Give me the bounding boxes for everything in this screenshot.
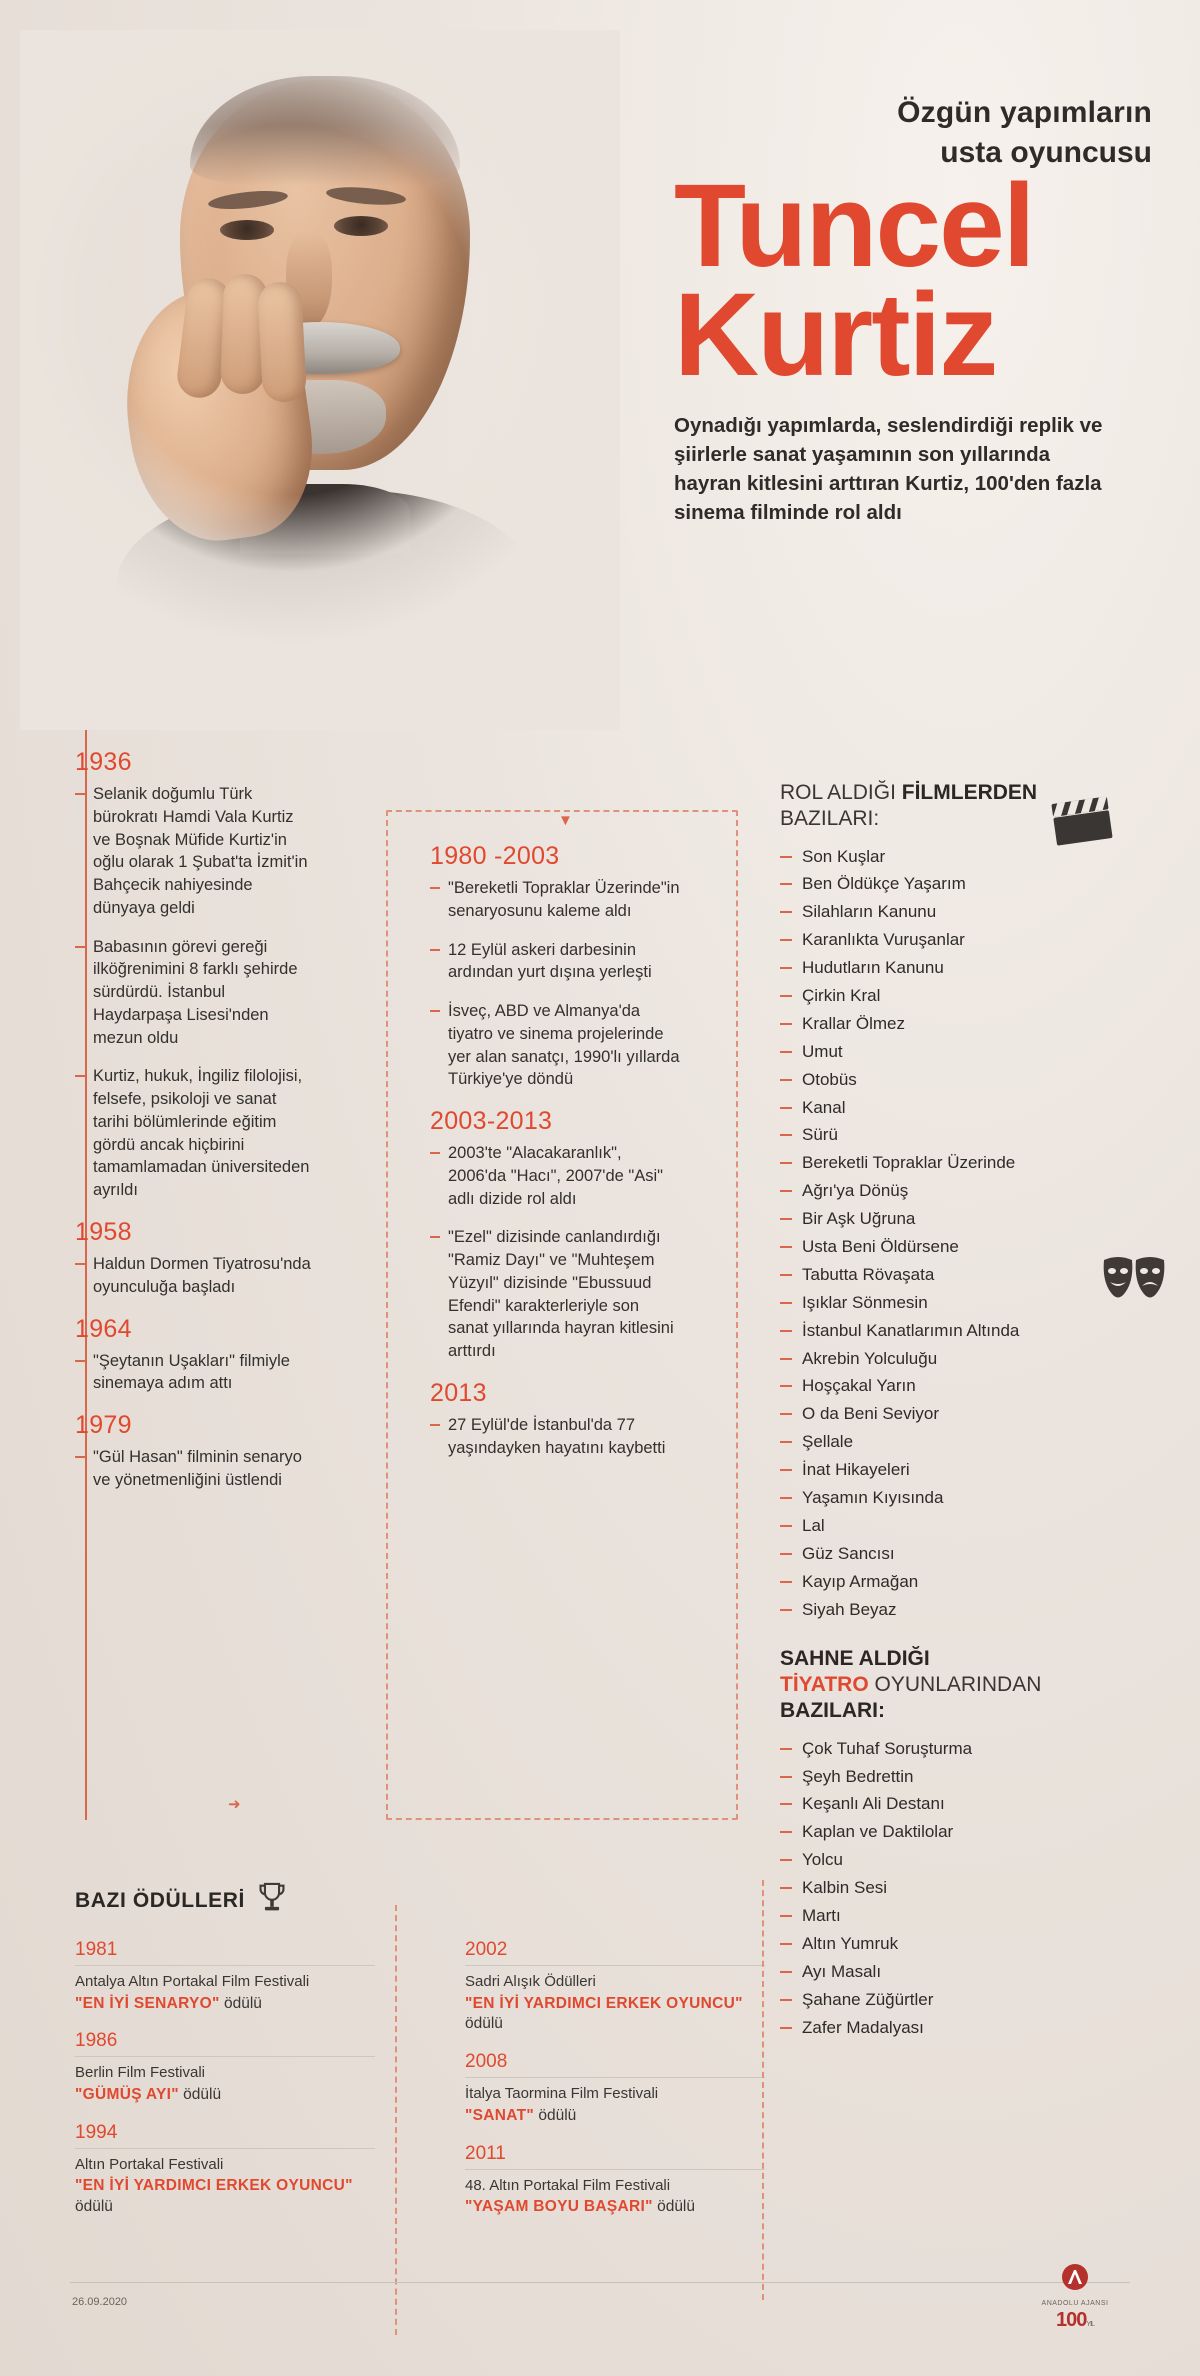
timeline-year: 2013 xyxy=(430,1379,487,1408)
timeline-paragraph: 27 Eylül'de İstanbul'da 77 yaşındayken hayatını kaybetti xyxy=(430,1414,680,1460)
timeline-paragraph: "Ezel" dizisinde canlandırdığı "Ramiz Dayı" ve "Muhteşem Yüzyıl" dizisinde "Ebussuud Efendi" karakterleriyle son sanat yıllarında hayran kitlesini arttırdı xyxy=(430,1226,680,1363)
films-list xyxy=(780,847,1140,1620)
list-item: Martı xyxy=(780,1906,1140,1926)
award-year: 1986 xyxy=(75,2030,118,2052)
agency-name: ANADOLU AJANSI xyxy=(1041,2300,1109,2307)
list-item: Umut xyxy=(780,1042,1140,1062)
timeline-year: 2003-2013 xyxy=(430,1107,553,1136)
timeline-paragraph: "Bereketli Topraklar Üzerinde"in senaryosunu kaleme aldı xyxy=(430,877,680,923)
awards-heading-label: BAZI ÖDÜLLERİ xyxy=(75,1888,245,1912)
award-prize xyxy=(465,2106,765,2127)
list-item: Işıklar Sönmesin xyxy=(780,1293,1140,1313)
theatre-masks-icon xyxy=(1098,1252,1170,1308)
list-item: Karanlıkta Vuruşanlar xyxy=(780,930,1140,950)
list-item: Şeyh Bedrettin xyxy=(780,1767,1140,1787)
awards-columns xyxy=(75,1939,775,2234)
list-item: Kayıp Armağan xyxy=(780,1572,1140,1592)
divider xyxy=(75,2056,375,2057)
list-item: Bir Aşk Uğruna xyxy=(780,1209,1140,1229)
timeline-paragraph: Haldun Dormen Tiyatrosu'nda oyunculuğa başladı xyxy=(75,1253,315,1299)
section-divider-dashed xyxy=(762,1880,764,2300)
list-item: Krallar Ölmez xyxy=(780,1014,1140,1034)
list-item: Lal xyxy=(780,1516,1140,1536)
award-prize-suffix: ödülü xyxy=(178,2085,222,2103)
timeline-entry xyxy=(430,842,680,1091)
list-item: Kaplan ve Daktilolar xyxy=(780,1822,1140,1842)
plays-title-line1: SAHNE ALDIĞI xyxy=(780,1646,930,1670)
list-item: Hoşçakal Yarın xyxy=(780,1376,1140,1396)
kicker-line-2: usta oyuncusu xyxy=(940,136,1152,169)
award-year: 1981 xyxy=(75,1939,118,1960)
centenary-number: 100 xyxy=(1056,2309,1087,2331)
timeline-paragraph: İsveç, ABD ve Almanya'da tiyatro ve sinema projelerinde yer alan sanatçı, 1990'lı yıllarda Türkiye'ye döndü xyxy=(430,1000,680,1091)
award-year: 2011 xyxy=(465,2142,506,2164)
award-prize-name: "EN İYİ YARDIMCI ERKEK OYUNCU" xyxy=(75,2177,353,2195)
lede-paragraph: Oynadığı yapımlarda, seslendirdiği replik ve şiirlerle sanat yaşamının son yıllarında hayran kitlesini arttıran Kurtiz, 100'den fazla sinema filminde rol aldı xyxy=(674,414,1103,525)
list-item: Hudutların Kanunu xyxy=(780,958,1140,978)
list-item: İnat Hikayeleri xyxy=(780,1460,1140,1480)
kicker-line-1: Özgün yapımların xyxy=(897,96,1152,129)
divider xyxy=(465,2169,765,2170)
films-title-part3: BAZILARI: xyxy=(780,807,880,831)
list-item: Bereketli Topraklar Üzerinde xyxy=(780,1153,1140,1173)
timeline-entry xyxy=(430,1379,680,1460)
list-item: Kalbin Sesi xyxy=(780,1878,1140,1898)
list-item: Akrebin Yolculuğu xyxy=(780,1349,1140,1369)
timeline-paragraph: Selanik doğumlu Türk bürokratı Hamdi Vala Kurtiz ve Boşnak Müfide Kurtiz'in oğlu olarak 1 Şubat'ta İzmit'in Bahçecik nahiyesinde dünyaya geldi xyxy=(75,783,315,920)
timeline-paragraph: Kurtiz, hukuk, İngiliz filolojisi, felsefe, psikoloji ve sanat tarihi bölümlerinde eğitim gördü ancak hiçbirini tamamlamadan üniversiteden ayrıldı xyxy=(75,1065,315,1202)
list-item: İstanbul Kanatlarımın Altında xyxy=(780,1321,1140,1341)
award-festival: İtalya Taormina Film Festivali xyxy=(465,2085,659,2103)
list-item: Zafer Madalyası xyxy=(780,2018,1140,2038)
timeline-entry xyxy=(430,1107,680,1363)
timeline-year: 1980 -2003 xyxy=(430,842,560,870)
timeline-year: 1958 xyxy=(75,1218,132,1247)
award-prize-name: "YAŞAM BOYU BAŞARI" xyxy=(465,2198,653,2216)
plays-title-rest: OYUNLARINDAN xyxy=(868,1673,1042,1697)
timeline-entry xyxy=(75,1315,315,1396)
award-festival: Berlin Film Festivali xyxy=(75,2064,206,2082)
hero-section xyxy=(0,0,1200,760)
list-item: Yaşamın Kıyısında xyxy=(780,1488,1140,1508)
centenary-sub: YIL xyxy=(1086,2321,1094,2328)
award-item xyxy=(465,1939,765,2035)
award-prize xyxy=(75,2085,375,2106)
award-year: 2008 xyxy=(465,2051,508,2073)
title-block xyxy=(674,96,1152,528)
award-prize xyxy=(465,1994,765,2036)
award-prize-name: "SANAT" xyxy=(465,2106,535,2124)
timeline-paragraph: "Şeytanın Uşakları" filmiyle sinemaya adım attı xyxy=(75,1350,315,1396)
awards-column-left xyxy=(75,1939,375,2234)
list-item: Ben Öldükçe Yaşarım xyxy=(780,874,1140,894)
clapperboard-icon xyxy=(1050,796,1114,846)
films-title-part2: FİLMLERDEN xyxy=(901,781,1038,804)
award-prize xyxy=(75,1994,375,2015)
list-item: Çirkin Kral xyxy=(780,986,1140,1006)
awards-divider-dashed xyxy=(395,1905,397,2335)
plays-list-title xyxy=(780,1646,1140,1725)
page-title xyxy=(674,160,1152,401)
awards-section xyxy=(75,1880,775,2234)
centenary-badge xyxy=(1020,2309,1130,2332)
award-prize-name: "EN İYİ SENARYO" xyxy=(75,1994,220,2012)
award-festival: Antalya Altın Portakal Film Festivali xyxy=(75,1973,310,1990)
list-item: Son Kuşlar xyxy=(780,847,1140,867)
trophy-icon xyxy=(257,1880,287,1921)
arrow-right-icon: ➜ xyxy=(228,1796,241,1813)
arrow-down-icon: ▼ xyxy=(558,812,573,829)
timeline-middle-column xyxy=(430,842,680,1476)
publish-date: 26.09.2020 xyxy=(72,2296,128,2308)
list-item: Ağrı'ya Dönüş xyxy=(780,1181,1140,1201)
timeline-year: 1964 xyxy=(75,1314,132,1343)
award-item xyxy=(75,1939,375,2014)
list-item: Tabutta Rövaşata xyxy=(780,1265,1140,1285)
award-prize-suffix: ödülü xyxy=(652,2198,695,2216)
timeline-entry xyxy=(75,1411,315,1492)
list-item: Yolcu xyxy=(780,1850,1140,1870)
divider xyxy=(465,2077,765,2078)
award-festival: Sadri Alışık Ödülleri xyxy=(465,1973,596,1990)
list-item: Usta Beni Öldürsene xyxy=(780,1237,1140,1257)
award-item xyxy=(465,2143,765,2218)
list-item: Siyah Beyaz xyxy=(780,1600,1140,1620)
timeline-paragraph: "Gül Hasan" filminin senaryo ve yönetmenliğini üstlendi xyxy=(75,1446,315,1492)
list-item: Altın Yumruk xyxy=(780,1934,1140,1954)
list-item: Şellale xyxy=(780,1432,1140,1452)
timeline-left-column xyxy=(75,748,315,1508)
award-prize-suffix: ödülü xyxy=(75,2198,113,2216)
award-item xyxy=(75,2122,375,2218)
footer-divider xyxy=(70,2282,1130,2283)
award-prize-suffix: ödülü xyxy=(219,1994,262,2012)
award-prize-suffix: ödülü xyxy=(465,2015,503,2033)
timeline-year: 1979 xyxy=(75,1411,132,1440)
timeline-entry xyxy=(75,748,315,1202)
divider xyxy=(75,2148,375,2149)
plays-title-line3: BAZILARI: xyxy=(780,1699,885,1723)
award-festival: 48. Altın Portakal Film Festivali xyxy=(465,2176,671,2194)
list-item: O da Beni Seviyor xyxy=(780,1404,1140,1424)
award-prize xyxy=(75,2176,375,2218)
list-item: Şahane Züğürtler xyxy=(780,1990,1140,2010)
title-last-name: Kurtiz xyxy=(674,268,997,401)
portrait-fade-overlay xyxy=(20,30,620,730)
award-prize-name: "GÜMÜŞ AYI" xyxy=(75,2085,179,2103)
plays-title-accent: TİYATRO xyxy=(780,1673,869,1697)
portrait-photo xyxy=(20,30,620,730)
title-first-name: Tuncel xyxy=(674,160,1034,292)
list-item: Güz Sancısı xyxy=(780,1544,1140,1564)
list-item: Keşanlı Ali Destanı xyxy=(780,1794,1140,1814)
timeline-year: 1936 xyxy=(75,748,132,776)
films-title-part1: ROL ALDIĞI xyxy=(780,781,902,804)
award-prize-name: "EN İYİ YARDIMCI ERKEK OYUNCU" xyxy=(465,1994,743,2012)
timeline-entry xyxy=(75,1218,315,1299)
award-year: 1994 xyxy=(75,2121,118,2143)
list-item: Kanal xyxy=(780,1098,1140,1118)
divider xyxy=(465,1965,765,1966)
award-year: 2002 xyxy=(465,1939,508,1960)
list-item: Sürü xyxy=(780,1125,1140,1145)
awards-heading xyxy=(75,1880,775,1921)
award-prize-suffix: ödülü xyxy=(534,2106,577,2124)
list-item: Silahların Kanunu xyxy=(780,902,1140,922)
agency-logo xyxy=(1020,2262,1130,2332)
list-item: Otobüs xyxy=(780,1070,1140,1090)
timeline-paragraph: 12 Eylül askeri darbesinin ardından yurt dışına yerleşti xyxy=(430,939,680,985)
list-item: Ayı Masalı xyxy=(780,1962,1140,1982)
timeline-paragraph: Babasının görevi gereği ilköğrenimini 8 farklı şehirde sürdürdü. İstanbul Haydarpaşa Lisesi'nden mezun oldu xyxy=(75,936,315,1050)
award-festival: Altın Portakal Festivali xyxy=(75,2155,224,2173)
award-prize xyxy=(465,2197,765,2218)
list-item: Çok Tuhaf Soruşturma xyxy=(780,1739,1140,1759)
aa-logo-icon xyxy=(1052,2262,1098,2298)
award-item xyxy=(75,2030,375,2105)
right-lists-column xyxy=(780,780,1140,2045)
timeline-paragraph: 2003'te "Alacakaranlık", 2006'da "Hacı", 2007'de "Asi" adlı dizide rol aldı xyxy=(430,1142,680,1210)
award-item xyxy=(465,2051,765,2126)
awards-column-right xyxy=(465,1939,765,2234)
divider xyxy=(75,1965,375,1966)
plays-list xyxy=(780,1739,1140,2038)
